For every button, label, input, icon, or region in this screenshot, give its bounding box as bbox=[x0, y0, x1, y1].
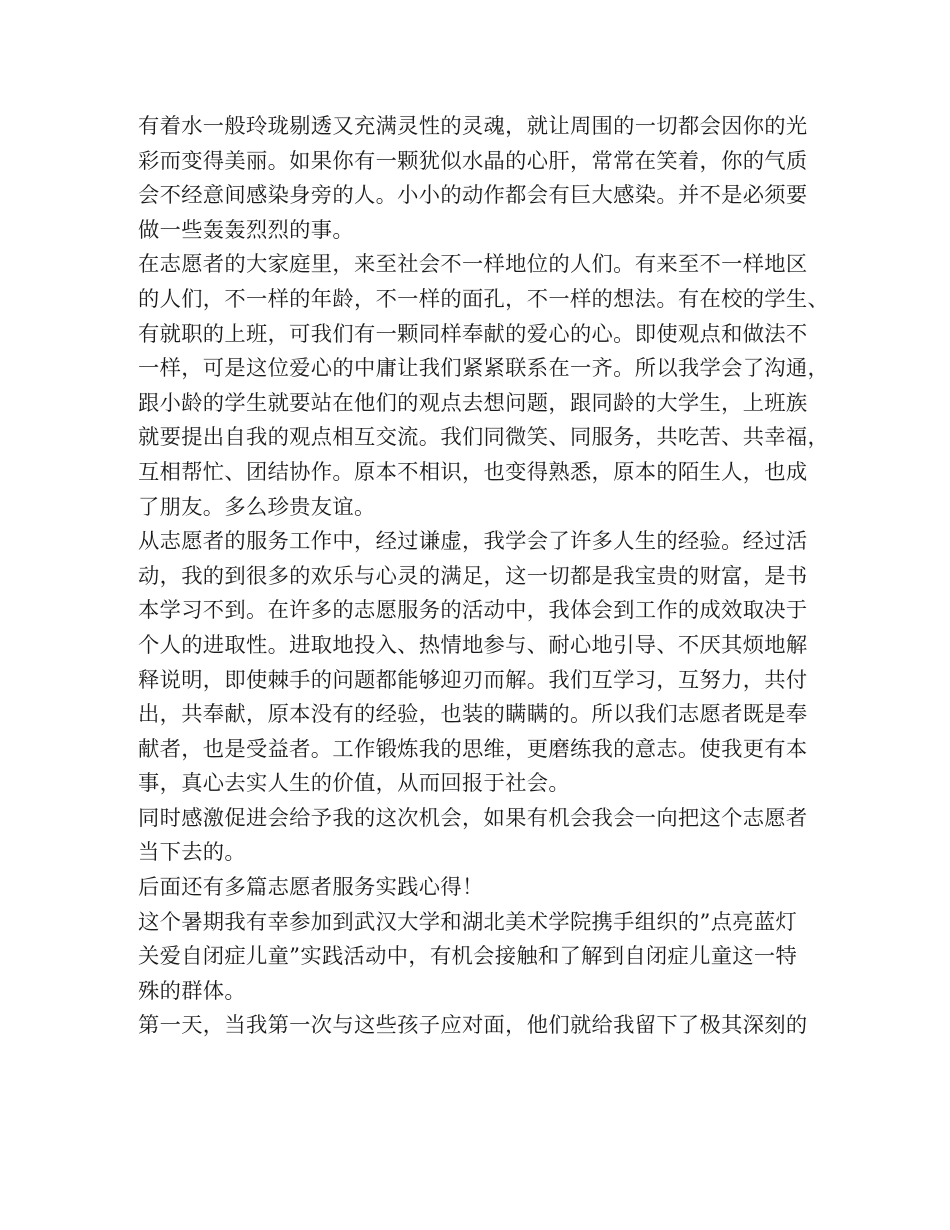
text-line: 在志愿者的大家庭里，来至社会不一样地位的人们。有来至不一样地区 bbox=[138, 252, 808, 278]
text-line: 事，真心去实人生的价值，从而回报于社会。 bbox=[138, 771, 570, 797]
text-line: 献者，也是受益者。工作锻炼我的思维，更磨练我的意志。使我更有本 bbox=[138, 736, 808, 762]
text-line: 有着水一般玲珑剔透又充满灵性的灵魂，就让周围的一切都会因你的光 bbox=[138, 114, 808, 139]
text-line: 出，共奉献，原本没有的经验，也装的瞒瞒的。所以我们志愿者既是奉 bbox=[138, 702, 808, 728]
text-line: 就要提出自我的观点相互交流。我们同微笑、同服务，共吃苦、共幸福， bbox=[138, 425, 830, 451]
text-line: 第一天，当我第一次与这些孩子应对面，他们就给我留下了极其深刻的 bbox=[138, 1013, 808, 1039]
text-line: 会不经意间感染身旁的人。小小的动作都会有巨大感染。并不是必须要 bbox=[138, 183, 808, 209]
text-line: 殊的群体。 bbox=[138, 978, 246, 1004]
text-line: 跟小龄的学生就要站在他们的观点去想问题，跟同龄的大学生，上班族 bbox=[138, 390, 808, 416]
text-line: 关爱自闭症儿童”实践活动中，有机会接触和了解到自闭症儿童这一特 bbox=[138, 944, 798, 970]
text-line: 的人们，不一样的年龄，不一样的面孔，不一样的想法。有在校的学生、 bbox=[138, 286, 830, 312]
text-line: 当下去的。 bbox=[138, 840, 246, 866]
text-line: 释说明，即使棘手的问题都能够迎刃而解。我们互学习，互努力，共付 bbox=[138, 667, 808, 693]
text-line: 后面还有多篇志愿者服务实践心得！ bbox=[138, 875, 484, 901]
text-line: 一样，可是这位爱心的中庸让我们紧紧联系在一齐。所以我学会了沟通， bbox=[138, 356, 830, 382]
text-line: 彩而变得美丽。如果你有一颗犹似水晶的心肝，常常在笑着，你的气质 bbox=[138, 148, 808, 174]
text-line: 动，我的到很多的欢乐与心灵的满足，这一切都是我宝贵的财富，是书 bbox=[138, 563, 808, 589]
text-line: 同时感激促进会给予我的这次机会，如果有机会我会一向把这个志愿者 bbox=[138, 805, 808, 831]
text-line: 了朋友。多么珍贵友谊。 bbox=[138, 494, 376, 520]
text-line: 这个暑期我有幸参加到武汉大学和湖北美术学院携手组织的”点亮蓝灯 bbox=[138, 909, 798, 935]
text-line: 互相帮忙、团结协作。原本不相识，也变得熟悉，原本的陌生人，也成 bbox=[138, 459, 808, 485]
document-body bbox=[138, 110, 828, 1044]
text-line: 本学习不到。在许多的志愿服务的活动中，我体会到工作的成效取决于 bbox=[138, 598, 808, 624]
text-line: 从志愿者的服务工作中，经过谦虚，我学会了许多人生的经验。经过活 bbox=[138, 529, 808, 555]
text-line: 个人的进取性。进取地投入、热情地参与、耐心地引导、不厌其烦地解 bbox=[138, 632, 808, 658]
text-line: 有就职的上班，可我们有一颗同样奉献的爱心的心。即使观点和做法不 bbox=[138, 321, 808, 347]
text-line: 做一些轰轰烈烈的事。 bbox=[138, 217, 354, 243]
